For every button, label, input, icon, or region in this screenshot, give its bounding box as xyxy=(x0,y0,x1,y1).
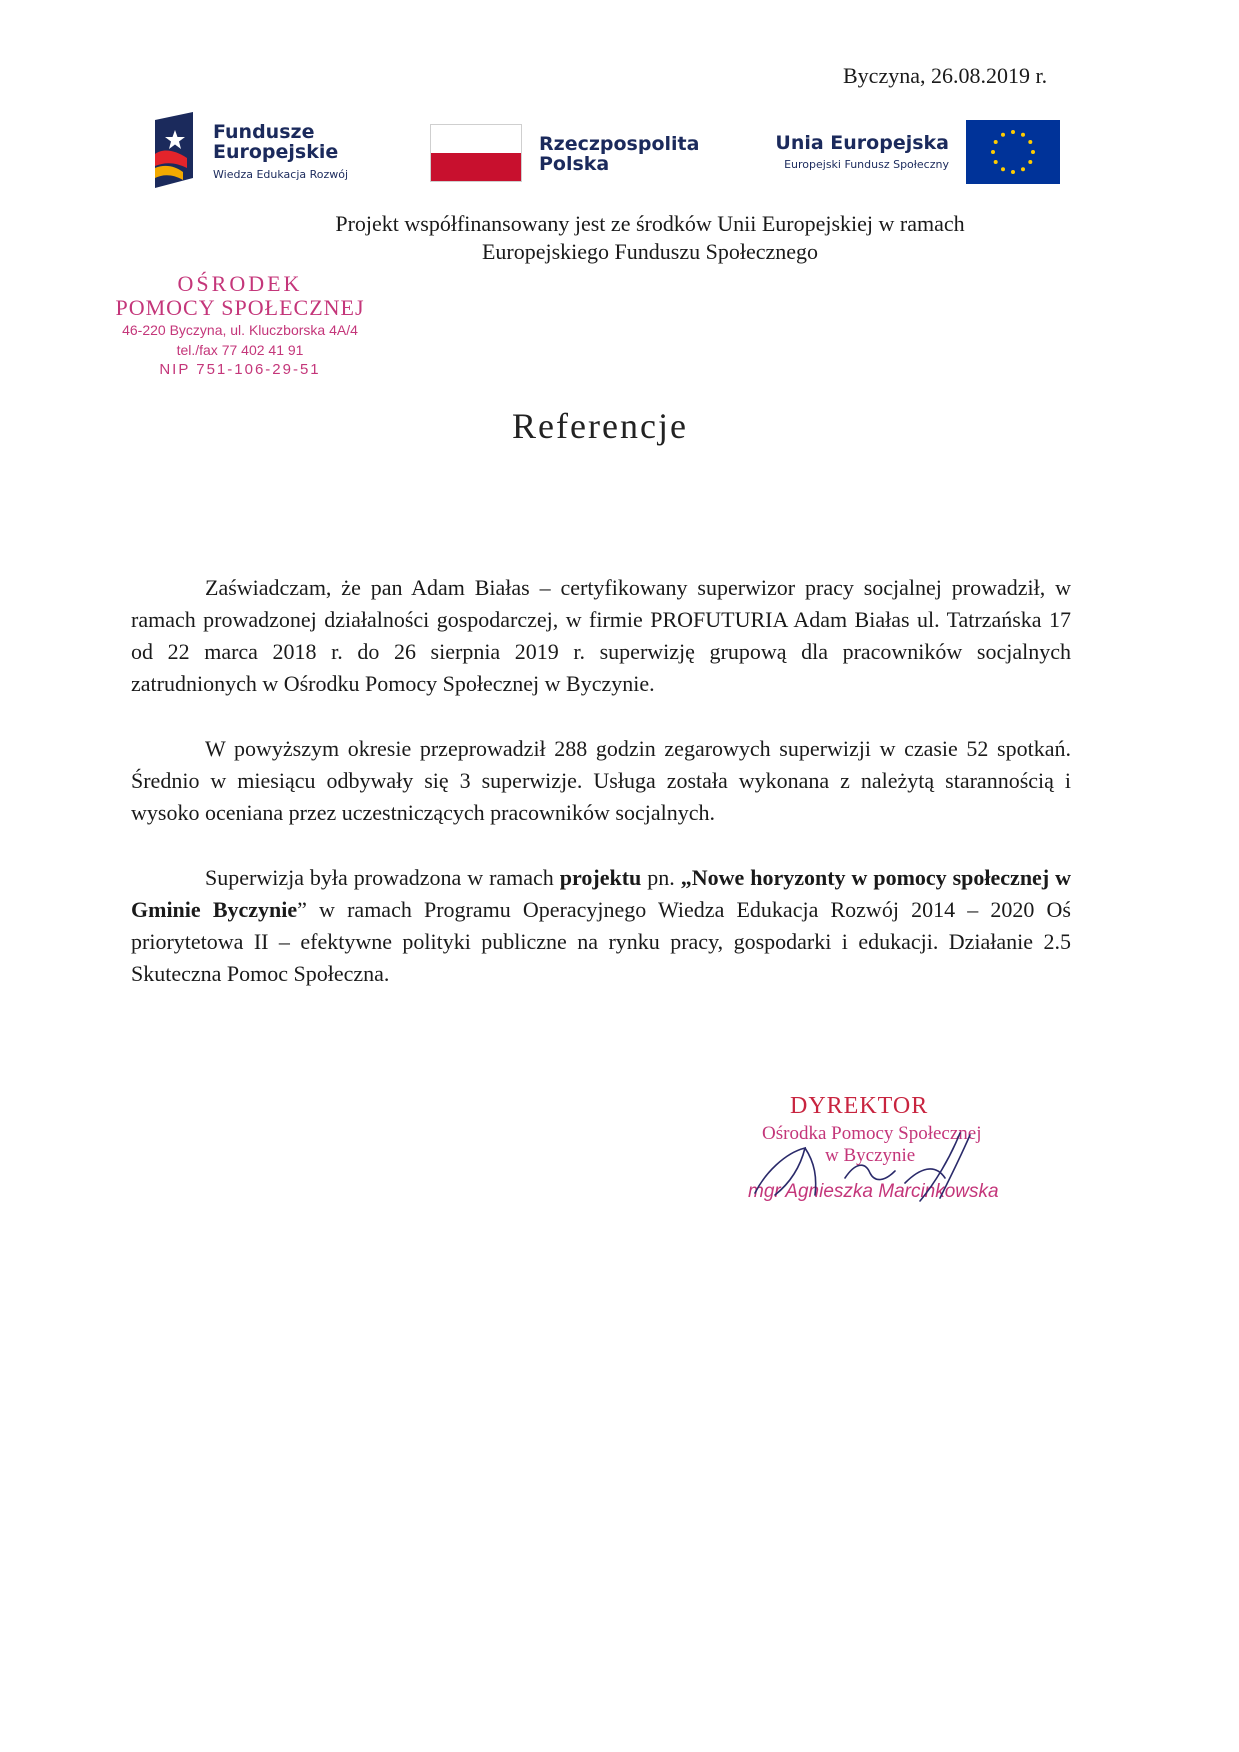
cofinancing-line1: Projekt współfinansowany jest ze środków Unii Europejskiej w ramach xyxy=(335,211,965,236)
rp-logo-line1: Rzeczpospolita xyxy=(539,133,700,155)
stamp-line1: OŚRODEK xyxy=(177,271,303,296)
paragraph-3-part-e: ” w ramach Programu Operacyjnego Wiedza Edukacja Rozwój 2014 – 2020 Oś priorytetowa II – efektywne polityki publiczne na rynku pracy, gospodarki i edukacji. Działanie 2.5 Skuteczna Pomoc Społeczna. xyxy=(131,897,1071,986)
signature-line3: w Byczynie xyxy=(825,1145,916,1166)
paragraph-2: W powyższym okresie przeprowadził 288 godzin zegarowych superwizji w czasie 52 spotkań. Średnio w miesiącu odbywały się 3 superwizje. Usługa została wykonana z należytą starannością i wysoko oceniana przez uczestniczących pracowników socjalnych. xyxy=(131,736,1071,825)
stamp-line2: POMOCY SPOŁECZNEJ xyxy=(115,295,365,320)
eu-flag-icon xyxy=(966,120,1060,184)
paragraph-3 xyxy=(131,862,1071,990)
paragraph-1: Zaświadczam, że pan Adam Białas – certyfikowany superwizor pracy socjalnej prowadził, w ramach prowadzonej działalności gospodarczej, w firmie PROFUTURIA Adam Białas ul. Tatrzańska 17 od 22 marca 2018 r. do 26 sierpnia 2019 r. superwizję grupową dla pracowników socjalnych zatrudnionych w Ośrodku Pomocy Społecznej w Byczynie. xyxy=(131,575,1071,696)
polish-flag-icon xyxy=(430,124,522,182)
signature-line2: Ośrodka Pomocy Społecznej xyxy=(762,1123,982,1144)
fundusze-europejskie-logo xyxy=(153,112,383,192)
paragraph-3-project-name: „Nowe horyzonty w pomocy społecznej w Gminie Byczynie xyxy=(131,865,1071,922)
signature-name: mgr Agnieszka Marcinkowska xyxy=(748,1181,999,1202)
signature-title: DYREKTOR xyxy=(790,1093,929,1119)
stamp-address: 46-220 Byczyna, ul. Kluczborska 4A/4 xyxy=(122,322,358,338)
document-date: Byczyna, 26.08.2019 r. xyxy=(843,63,1048,88)
stamp-nip: NIP 751-106-29-51 xyxy=(159,361,321,378)
ue-logo-line1: Unia Europejska xyxy=(775,132,949,154)
fe-logo-line1: Fundusze xyxy=(213,121,315,143)
unia-europejska-logo xyxy=(740,120,1060,186)
institution-stamp xyxy=(90,272,390,380)
paragraph-3-part-c: pn. xyxy=(641,865,681,890)
page-title: Referencje xyxy=(512,406,688,446)
rp-logo-line2: Polska xyxy=(539,153,610,175)
handwritten-signature-icon xyxy=(745,1123,1005,1203)
fe-logo-line3: Wiedza Edukacja Rozwój xyxy=(213,168,349,181)
paragraph-3-part-a: Superwizja była prowadzona w ramach xyxy=(205,865,560,890)
fe-logo-line2: Europejskie xyxy=(213,141,339,163)
paragraph-3-bold-projektu: projektu xyxy=(559,865,642,890)
fe-emblem-icon xyxy=(153,112,197,190)
cofinancing-line2: Europejskiego Funduszu Społecznego xyxy=(481,239,819,264)
cofinancing-note xyxy=(150,210,1150,266)
ue-logo-line2: Europejski Fundusz Społeczny xyxy=(784,158,949,171)
stamp-phone: tel./fax 77 402 41 91 xyxy=(176,342,304,358)
rzeczpospolita-polska-logo xyxy=(430,118,710,184)
